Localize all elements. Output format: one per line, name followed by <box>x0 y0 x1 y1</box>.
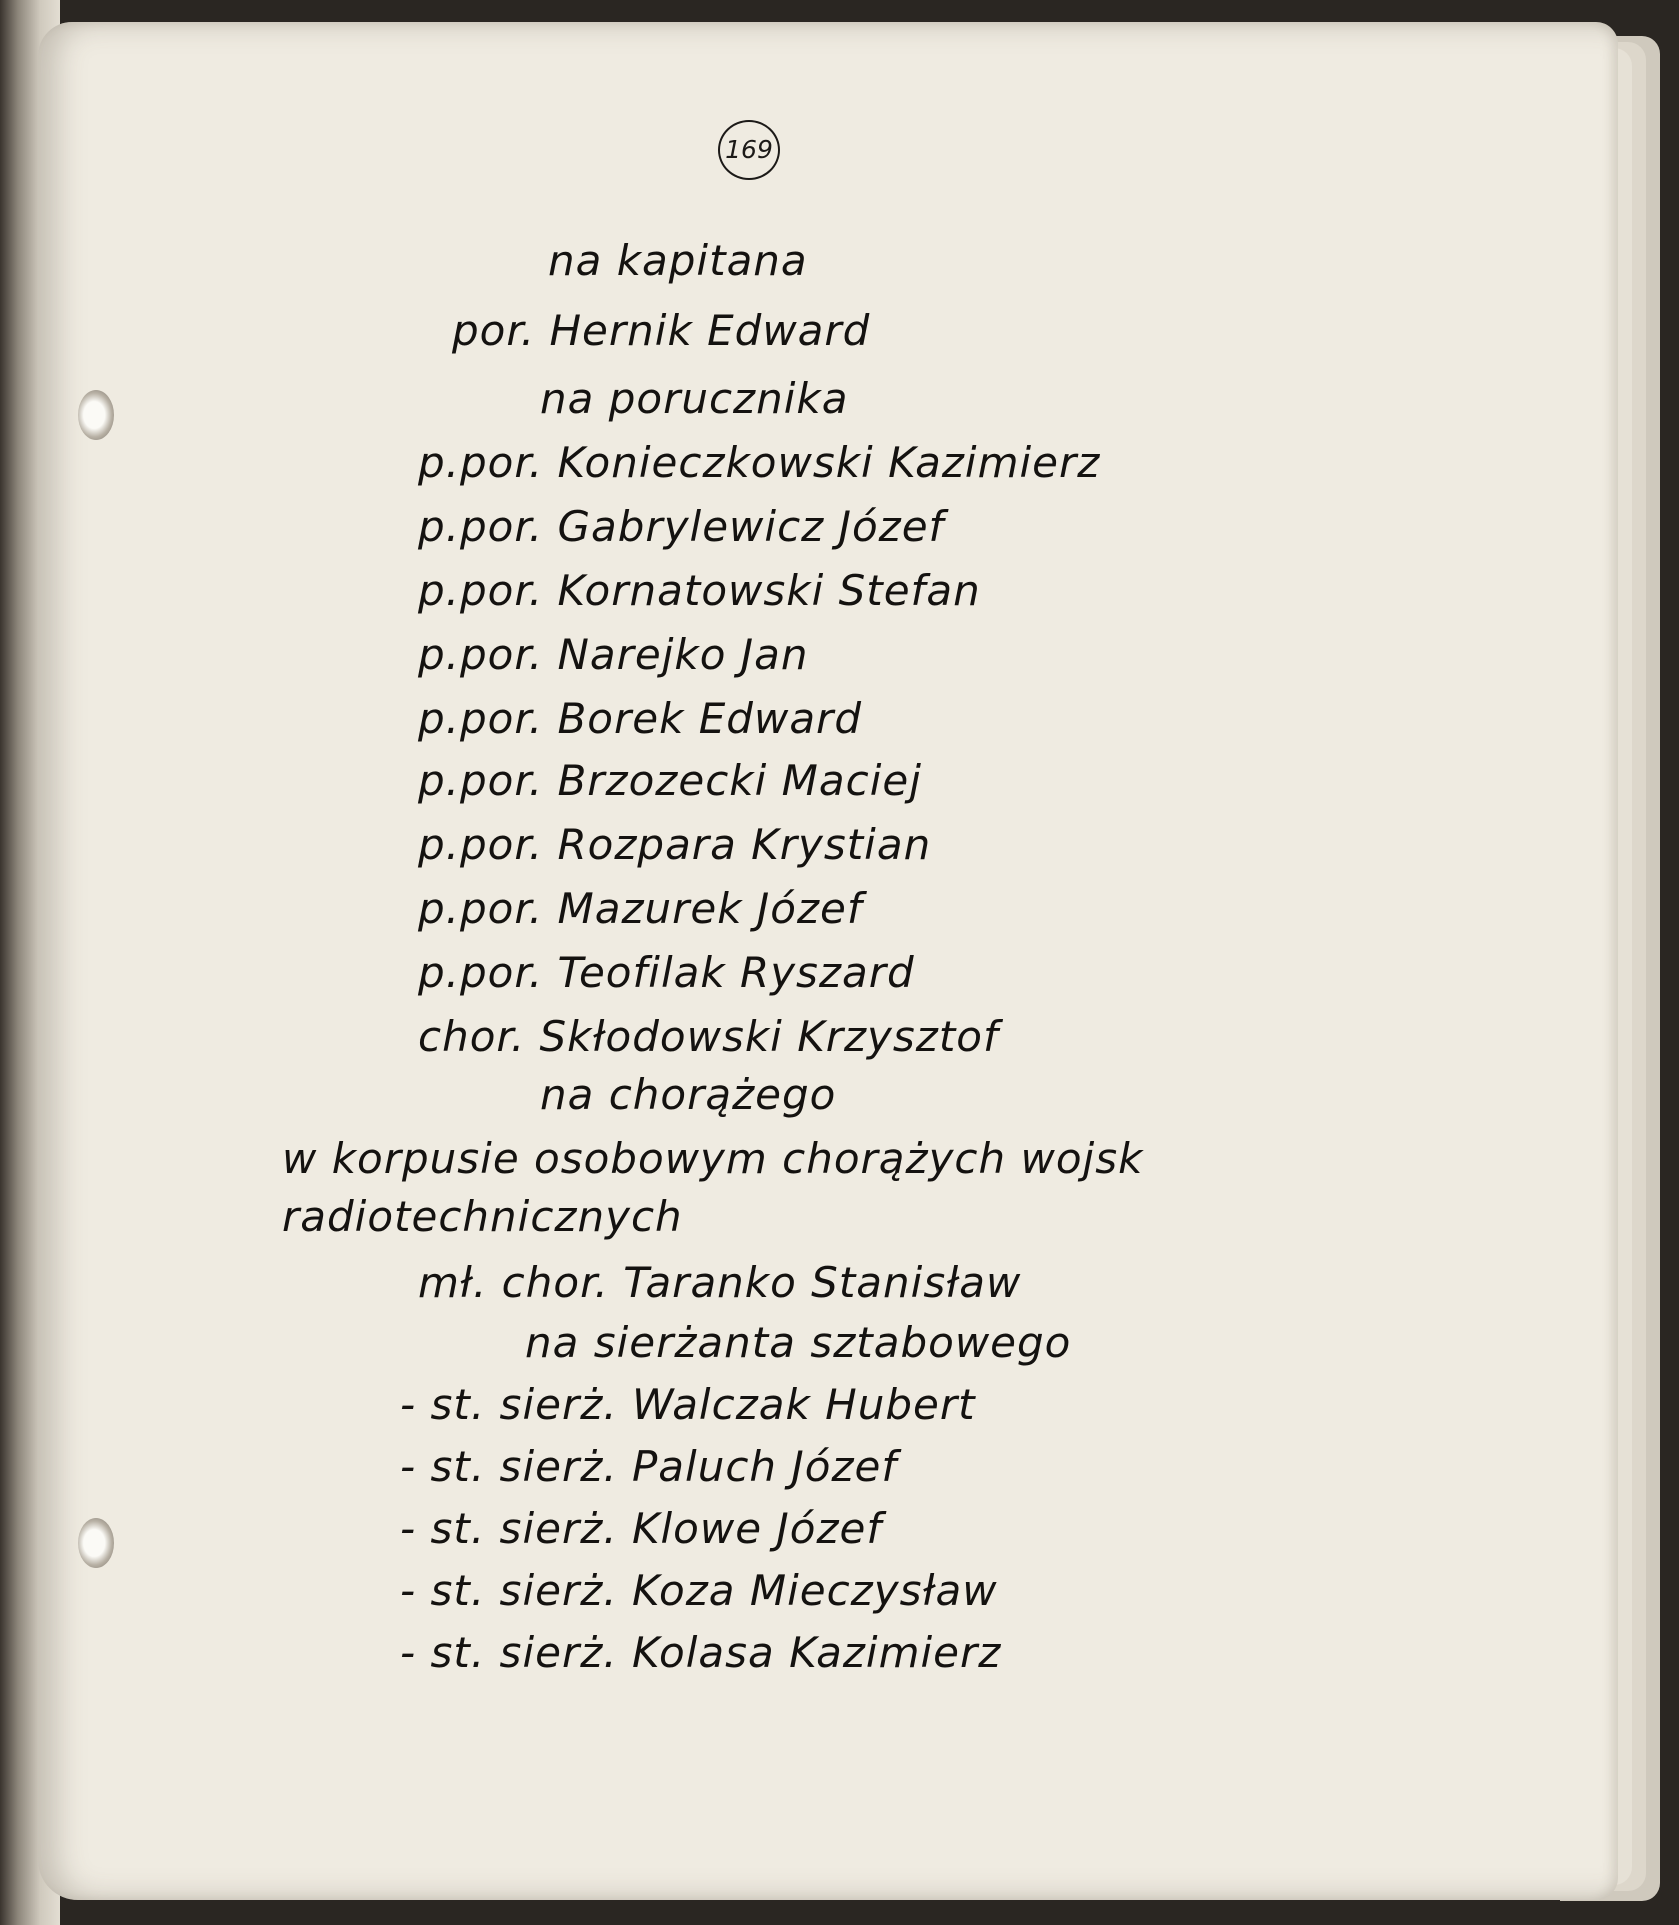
section-heading-sierzant-sztabowy: na sierżanta sztabowego <box>525 1318 1072 1367</box>
punch-hole-icon <box>78 1518 114 1568</box>
promotion-entry: p.por. Konieczkowski Kazimierz <box>418 438 1101 487</box>
promotion-entry: - st. sierż. Koza Mieczysław <box>400 1566 998 1615</box>
promotion-entry: p.por. Brzozecki Maciej <box>418 756 922 805</box>
promotion-entry: p.por. Gabrylewicz Józef <box>418 502 945 551</box>
promotion-entry: p.por. Borek Edward <box>418 694 862 743</box>
promotion-entry: chor. Skłodowski Krzysztof <box>418 1012 999 1061</box>
promotion-entry: por. Hernik Edward <box>452 306 871 355</box>
promotion-entry: p.por. Narejko Jan <box>418 630 809 679</box>
section-heading-kapitan: na kapitana <box>548 236 808 285</box>
promotion-entry: - st. sierż. Kolasa Kazimierz <box>400 1628 1002 1677</box>
promotion-entry: p.por. Rozpara Krystian <box>418 820 932 869</box>
section-subheading: radiotechnicznych <box>282 1192 683 1241</box>
promotion-entry: mł. chor. Taranko Stanisław <box>418 1258 1022 1307</box>
promotion-entry: - st. sierż. Klowe Józef <box>400 1504 883 1553</box>
promotion-entry: p.por. Kornatowski Stefan <box>418 566 981 615</box>
page-number: 169 <box>718 120 780 180</box>
punch-hole-icon <box>78 390 114 440</box>
promotion-entry: p.por. Teofilak Ryszard <box>418 948 915 997</box>
promotion-entry: - st. sierż. Paluch Józef <box>400 1442 898 1491</box>
section-heading-porucznik: na porucznika <box>540 374 849 423</box>
section-heading-chorazy: na chorążego <box>540 1070 837 1119</box>
promotion-entry: - st. sierż. Walczak Hubert <box>400 1380 976 1429</box>
section-subheading: w korpusie osobowym chorążych wojsk <box>282 1134 1144 1183</box>
promotion-entry: p.por. Mazurek Józef <box>418 884 863 933</box>
